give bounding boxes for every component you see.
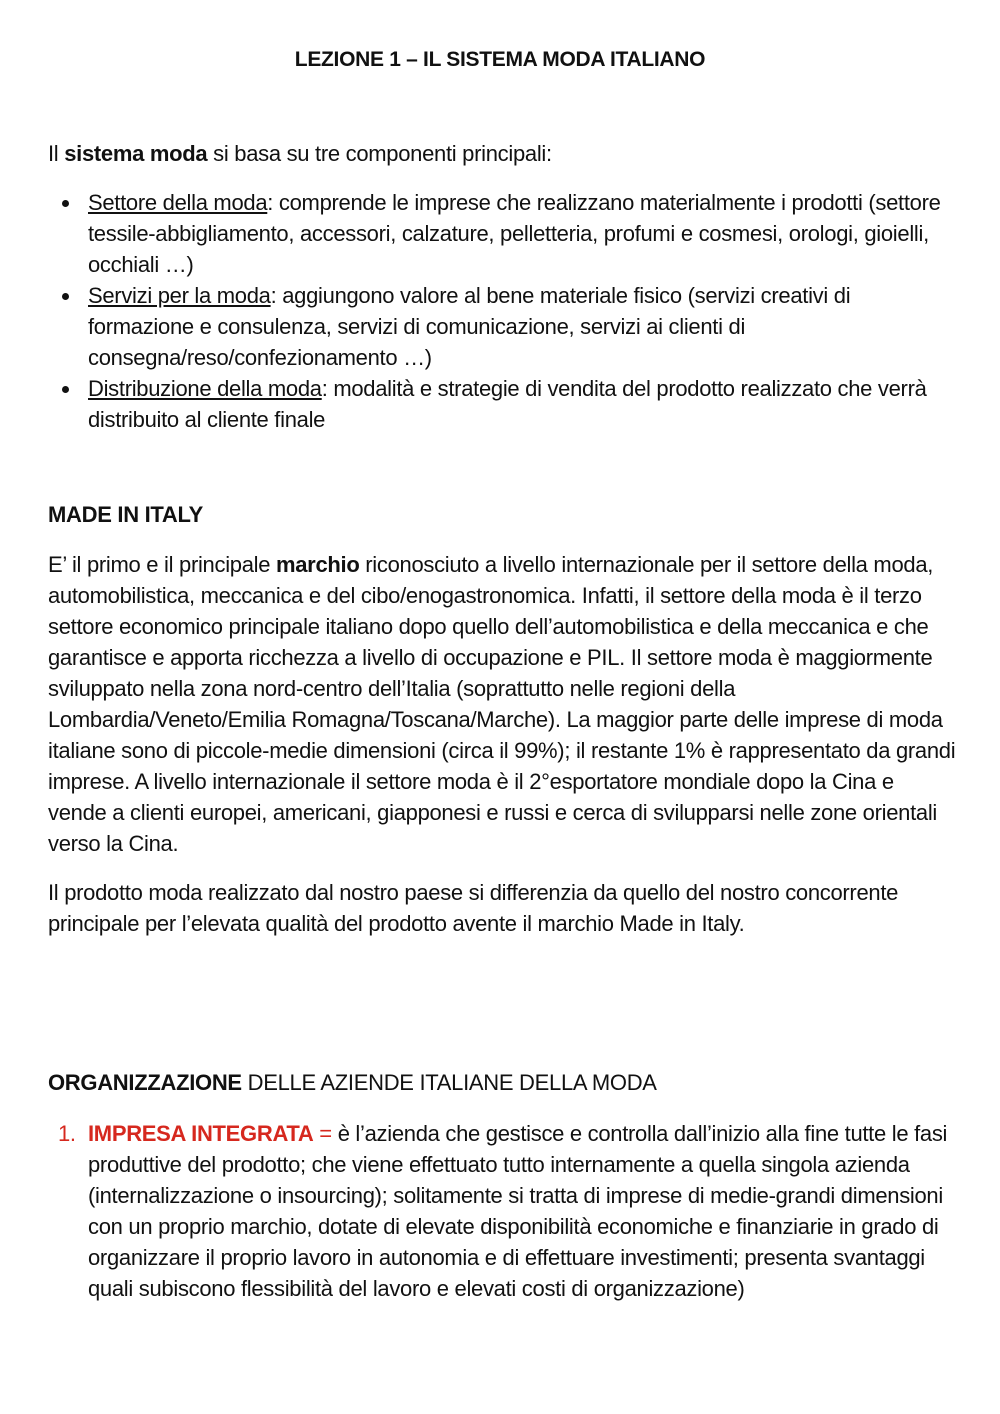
- heading-rest-part: DELLE AZIENDE ITALIANE DELLA MODA: [241, 1070, 657, 1095]
- section-heading-made-in-italy: MADE IN ITALY: [48, 502, 203, 527]
- intro-paragraph: [48, 138, 958, 169]
- component-term: Servizi per la moda: [88, 283, 271, 308]
- list-item-distribuzione: [48, 373, 958, 435]
- component-term: Settore della moda: [88, 190, 268, 215]
- p1-prefix: E’ il primo e il principale: [48, 552, 276, 577]
- page-title: LEZIONE 1 – IL SISTEMA MODA ITALIANO: [294, 48, 706, 71]
- item-text: è l’azienda che gestisce e controlla dall’inizio alla fine tutte le fasi produttive del prodotto; che viene effettuato tutto internamente a quella singola azienda (internalizzazione o insourcing); solitamente si tratta di imprese di medie-grandi dimensioni con un proprio marchio, dotate di elevate disponibilità economiche e finanziarie in grado di organizzare il proprio lavoro in autonomia e di effettuare investimenti; presenta svantaggi quali subiscono flessibilità del lavoro e elevati costi di organizzazione): [88, 1121, 948, 1301]
- item-term: IMPRESA INTEGRATA: [88, 1121, 314, 1146]
- bullet-icon: [62, 386, 69, 393]
- components-list: [48, 187, 958, 435]
- bullet-icon: [62, 200, 69, 207]
- bullet-icon: [62, 293, 69, 300]
- p1-suffix: riconosciuto a livello internazionale per il settore della moda, automobilistica, meccanica e del cibo/enogastronomica. Infatti, il settore della moda è il terzo settore economico principale italiano dopo quello dell’automobilistica e della meccanica e che garantisce e apporta ricchezza a livello di occupazione e PIL. Il settore moda è maggiormente sviluppato nella zona nord-centro dell’Italia (soprattutto nelle regioni della Lombardia/Veneto/Emilia Romagna/Toscana/Marche). La maggior parte delle imprese di moda italiane sono di piccole-medie dimensioni (circa il 99%); il restante 1% è rappresentato da grandi imprese. A livello internazionale il settore moda è il 2°esportatore mondiale dopo la Cina e vende a clienti europei, americani, giapponesi e russi e cerca di svilupparsi nelle zone orientali verso la Cina.: [48, 552, 956, 856]
- item-equals: =: [313, 1121, 338, 1146]
- made-in-italy-section: [48, 499, 958, 939]
- section-heading-organizzazione: [48, 1067, 958, 1098]
- component-term: Distribuzione della moda: [88, 376, 322, 401]
- intro-suffix: si basa su tre componenti principali:: [207, 141, 552, 166]
- organizzazione-list: [48, 1118, 958, 1304]
- made-in-italy-paragraph-2: Il prodotto moda realizzato dal nostro paese si differenzia da quello del nostro concorrente principale per l’elevata qualità del prodotto avente il marchio Made in Italy.: [48, 880, 899, 936]
- list-item-servizi: [48, 280, 958, 373]
- intro-bold-term: sistema moda: [64, 141, 208, 166]
- heading-bold-part: ORGANIZZAZIONE: [48, 1070, 242, 1095]
- component-text: : modalità e strategie di vendita del prodotto realizzato che verrà distribuito al cliente finale: [88, 376, 927, 432]
- list-item-settore: [48, 187, 958, 280]
- made-in-italy-paragraph-1: [48, 549, 958, 859]
- intro-section: [48, 138, 958, 435]
- p1-bold-term: marchio: [275, 552, 360, 577]
- list-item-impresa-integrata: [48, 1118, 958, 1304]
- component-text: : aggiungono valore al bene materiale fisico (servizi creativi di formazione e consulenza, servizi di comunicazione, servizi ai clienti di consegna/reso/confezionamento …): [88, 283, 851, 370]
- item-number: 1.: [58, 1121, 76, 1146]
- component-text: : comprende le imprese che realizzano materialmente i prodotti (settore tessile-abbigliamento, accessori, calzature, pelletteria, profumi e cosmesi, orologi, gioielli, occhiali …): [88, 190, 941, 277]
- intro-prefix: Il: [48, 141, 65, 166]
- organizzazione-section: [48, 1067, 958, 1304]
